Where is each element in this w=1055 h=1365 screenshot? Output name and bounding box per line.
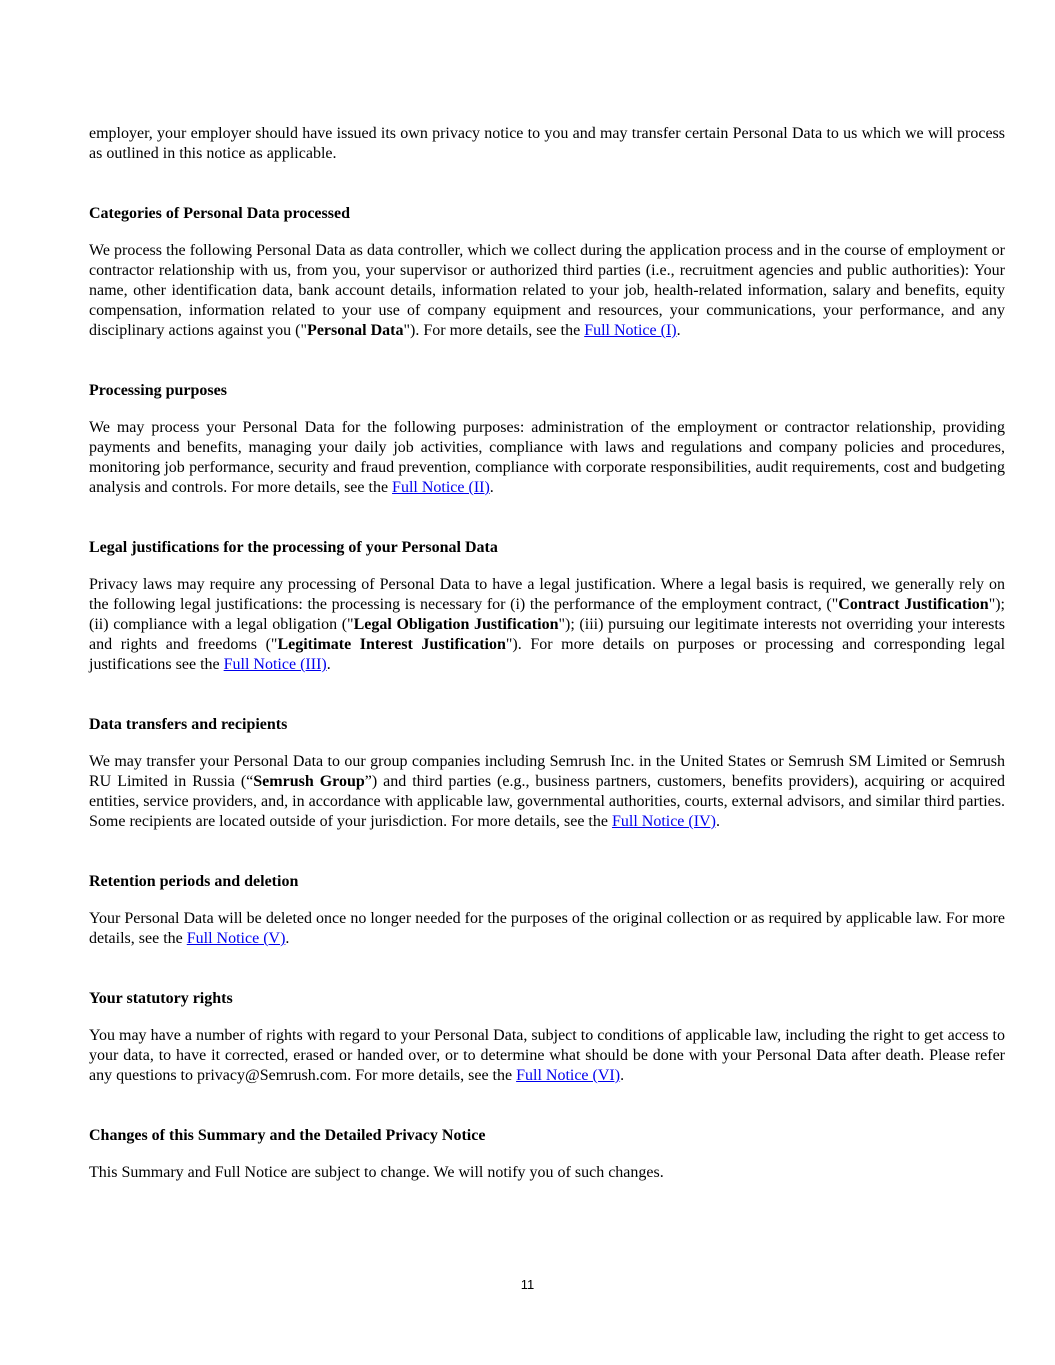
- defined-term: Semrush Group: [253, 773, 365, 790]
- section-statutory-rights: [89, 989, 1005, 1086]
- text-run: .: [676, 322, 681, 339]
- section-paragraph: [89, 241, 1005, 341]
- text-run: .: [285, 930, 290, 947]
- page-number: 11: [520, 1277, 535, 1292]
- defined-term: Legal Obligation Justification: [353, 616, 559, 633]
- section-heading: Processing purposes: [89, 382, 227, 399]
- section-paragraph: [89, 752, 1005, 832]
- section-processing-purposes: [89, 381, 1005, 498]
- text-run: "); (iii) pursuing our legitimate interests not overriding your interests and rights and freedoms (": [89, 616, 1005, 653]
- section-paragraph: [89, 418, 1005, 498]
- section-retention: [89, 872, 1005, 949]
- section-paragraph: [89, 1026, 1005, 1086]
- section-data-transfers: [89, 715, 1005, 832]
- text-run: "); (ii) compliance with a legal obligation (": [89, 596, 1005, 633]
- text-run: .: [326, 656, 331, 673]
- text-run: This Summary and Full Notice are subject to change. We will notify you of such changes.: [89, 1164, 664, 1181]
- section-paragraph: [89, 1163, 1005, 1183]
- defined-term: Personal Data: [307, 322, 404, 339]
- text-run: Privacy laws may require any processing of Personal Data to have a legal justification. Where a legal basis is required, we generally rely on the following legal justifications: the processing is necessary for (i) the performance of the employment contract, (": [89, 576, 1005, 613]
- section-heading: Your statutory rights: [89, 990, 233, 1007]
- text-run: "). For more details on purposes or processing and corresponding legal justifications see the: [89, 636, 1006, 673]
- defined-term: Legitimate Interest Justification: [277, 636, 506, 653]
- section-paragraph: [89, 575, 1005, 675]
- full-notice-ii-link[interactable]: Full Notice (II): [392, 479, 490, 496]
- section-paragraph: [89, 909, 1005, 949]
- section-heading: Retention periods and deletion: [89, 873, 299, 890]
- text-run: .: [620, 1067, 625, 1084]
- text-run: .: [489, 479, 494, 496]
- text-run: "). For more details, see the: [403, 322, 585, 339]
- section-heading: Categories of Personal Data processed: [89, 205, 350, 222]
- text-run: .: [715, 813, 720, 830]
- full-notice-vi-link[interactable]: Full Notice (VI): [516, 1067, 621, 1084]
- section-heading: Data transfers and recipients: [89, 716, 288, 733]
- section-legal-justifications: [89, 538, 1005, 675]
- section-categories: [89, 204, 1005, 341]
- defined-term: Contract Justification: [838, 596, 989, 613]
- text-run: Your Personal Data will be deleted once no longer needed for the purposes of the original collection or as required by applicable law. For more details, see the: [89, 910, 1005, 947]
- full-notice-v-link[interactable]: Full Notice (V): [186, 930, 286, 947]
- text-run: We may process your Personal Data for the following purposes: administration of the employment or contractor relationship, providing payments and benefits, managing your daily job activities, compliance with laws and regulations and company policies and procedures, monitoring job performance, security and fraud prevention, compliance with corporate responsibilities, audit requirements, cost and budgeting analysis and controls. For more details, see the: [89, 419, 1005, 496]
- text-run: ”) and third parties (e.g., business partners, customers, benefits providers), acquiring or acquired entities, service providers, and, in accordance with applicable law, governmental authorities, courts, external advisors, and similar third parties. Some recipients are located outside of your jurisdiction. For more details, see the: [89, 773, 1005, 830]
- full-notice-i-link[interactable]: Full Notice (I): [584, 322, 677, 339]
- full-notice-iii-link[interactable]: Full Notice (III): [223, 656, 327, 673]
- intro-paragraph: employer, your employer should have issued its own privacy notice to you and may transfer certain Personal Data to us which we will process as outlined in this notice as applicable.: [89, 125, 1005, 162]
- section-heading: Changes of this Summary and the Detailed Privacy Notice: [89, 1127, 486, 1144]
- text-run: We process the following Personal Data as data controller, which we collect during the application process and in the course of employment or contractor relationship with us, from you, your supervisor or authorized third parties (i.e., recruitment agencies and public authorities): Your name, other identification data, bank account details, information related to your job, health-related information, salary and benefits, equity compensation, information related to your use of company equipment and resources, your communications, your performance, and any disciplinary actions against you (": [89, 242, 1005, 339]
- text-run: You may have a number of rights with regard to your Personal Data, subject to conditions of applicable law, including the right to get access to your data, to have it corrected, erased or handed over, or to determine what should be done with your Personal Data after death. Please refer any questions to privacy@Semrush.com. For more details, see the: [89, 1027, 1005, 1084]
- full-notice-iv-link[interactable]: Full Notice (IV): [611, 813, 716, 830]
- document-page: [89, 124, 1005, 1183]
- section-changes: [89, 1126, 1005, 1183]
- section-heading: Legal justifications for the processing of your Personal Data: [89, 539, 498, 556]
- text-run: We may transfer your Personal Data to our group companies including Semrush Inc. in the United States or Semrush SM Limited or Semrush RU Limited in Russia (“: [89, 753, 1005, 790]
